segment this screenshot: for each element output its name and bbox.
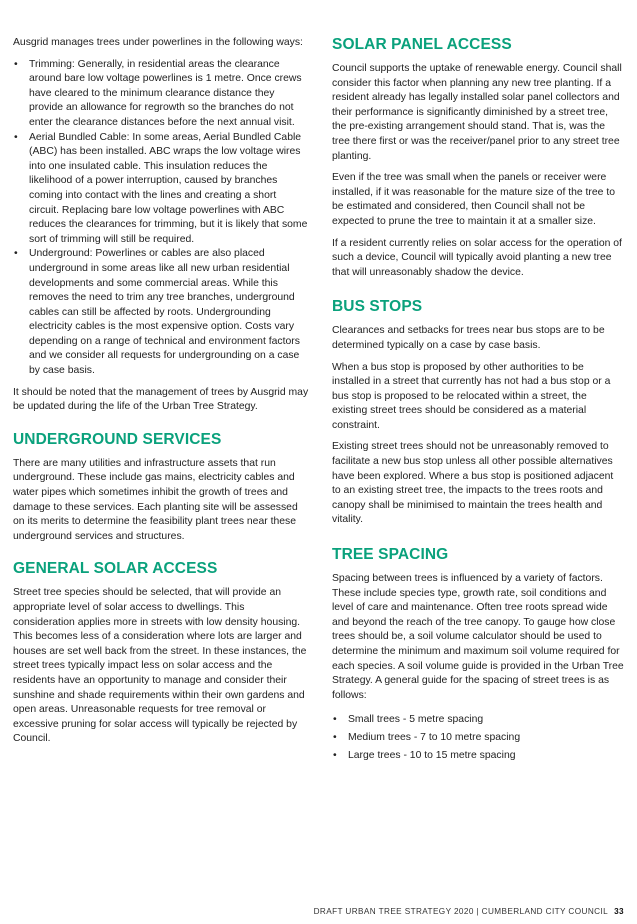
general-solar-access-body: Street tree species should be selected, that will provide an appropriate level of solar access to dwellings. This consideration applies more in streets with low density housing. This becomes less of a consideration where lots are larger and houses are set well back from the street. In these instances, the street trees typically impact less on solar access and the residents have an opportunity to manage and consider their sunshine and shade requirements within their own gardens and open areas. Unreasonable requests for tree removal or excessive pruning for solar access will typically be rejected by Council. <box>13 587 307 745</box>
list-item-aerial-bundled-cable: • Aerial Bundled Cable: In some areas, Aerial Bundled Cable (ABC) has been installed. ABC wraps the low voltage wires into one insulated cable. This insulation reduces the likelihood of a power interruption, caused by branches coming into contact with the lines and creating a short circuit. Replacing bare low voltage powerlines with ABC reduces the clearances for trimming, but it is likely that some sort of trimming will still be required. <box>13 131 309 248</box>
underground-services-heading: UNDERGROUND SERVICES <box>13 430 222 448</box>
page-footer <box>314 907 624 916</box>
list-item-small-trees: • Small trees - 5 metre spacing <box>332 713 624 728</box>
solar-panel-paragraph-1: Council supports the uptake of renewable energy. Council shall consider this factor when planning any new tree planting. If a resident already has legally installed solar panel collectors and their performance is significantly diminished by a street tree, the pre-existing arrangement should stand. That is, was the tree there first or was the receiver/panel prior to any street tree planting. <box>332 63 622 162</box>
tree-spacing-body: Spacing between trees is influenced by a variety of factors. These include species type, growth rate, soil conditions and level of care and maintenance. Often tree roots spread wide and beyond the reach of the tree canopy. To gauge how close trees should be, a soil volume calculator should be used to determine the minimum and maximum soil volume required for each species. A soil volume guide is provided in the Urban Tree Strategy. A general guide for the spacing of street trees is as follows: <box>332 573 624 701</box>
left-column <box>13 36 309 754</box>
solar-panel-paragraph-2: Even if the tree was small when the panels or receiver were installed, if it was reasonable for the mature size of the tree to be estimated and considered, then Council shall not be expected to prune the tree to maintain it at a smaller size. <box>332 172 616 227</box>
ausgrid-note: It should be noted that the management of trees by Ausgrid may be updated during the life of the Urban Tree Strategy. <box>13 386 309 413</box>
right-column <box>332 36 624 770</box>
list-item-medium-trees: • Medium trees - 7 to 10 metre spacing <box>332 731 624 746</box>
ausgrid-intro: Ausgrid manages trees under powerlines in the following ways: <box>13 37 303 48</box>
tree-spacing-heading: TREE SPACING <box>332 546 449 564</box>
general-solar-access-heading: GENERAL SOLAR ACCESS <box>13 560 218 578</box>
underground-services-body: There are many utilities and infrastructure assets that run underground. These include gas mains, electricity cables and water pipes which sometimes inhibit the growth of trees and damage to these services. Each planting site will be assessed on its merits to determine the feasibility plant trees near these underground services and structures. <box>13 457 298 542</box>
list-item-underground: • Underground: Powerlines or cables are also placed underground in some areas like all new urban residential developments and some commercial areas. While this removes the need to trim any tree branches, underground cables can still be affected by roots. Undergrounding electricity cables is the most expensive option. Costs vary depending on a range of technical and environment factors and we consider all requests for undergrounding on a case by case basis. <box>13 247 309 378</box>
bus-stops-heading: BUS STOPS <box>332 298 423 316</box>
page-number: 33 <box>614 907 624 916</box>
solar-panel-access-heading: SOLAR PANEL ACCESS <box>332 36 512 53</box>
bus-stops-paragraph-2: When a bus stop is proposed by other authorities to be installed in a street that currently has not had a bus stop or a bus stop is proposed to be relocated within a street, the existing street trees should be considered as a material constraint. <box>332 361 611 431</box>
bus-stops-paragraph-1: Clearances and setbacks for trees near bus stops are to be determined typically on a case by case basis. <box>332 325 605 351</box>
solar-panel-paragraph-3: If a resident currently relies on solar access for the operation of such a device, Council will typically avoid planting a new tree that will unreasonably shadow the device. <box>332 237 622 278</box>
tree-spacing-list <box>332 713 624 763</box>
list-item-trimming: • Trimming: Generally, in residential areas the clearance around bare low voltage powerlines is 1 metre. Once crews have cleared to the minimum clearance distance they provide an allowance for regrowth so the branches do not enter the clearance distances before the next annual visit. <box>13 58 309 131</box>
footer-title: DRAFT URBAN TREE STRATEGY 2020 | CUMBERLAND CITY COUNCIL <box>313 907 609 916</box>
ausgrid-methods-list <box>13 58 309 379</box>
bus-stops-paragraph-3: Existing street trees should not be unreasonably removed to facilitate a new bus stop unless all other possible alternatives have been explored. Where a bus stop is positioned adjacent to an existing street tree, the impacts to the trees roots and canopy shall be minimised to maintain the trees health and vitality. <box>332 441 614 526</box>
list-item-large-trees: • Large trees - 10 to 15 metre spacing <box>332 749 624 764</box>
